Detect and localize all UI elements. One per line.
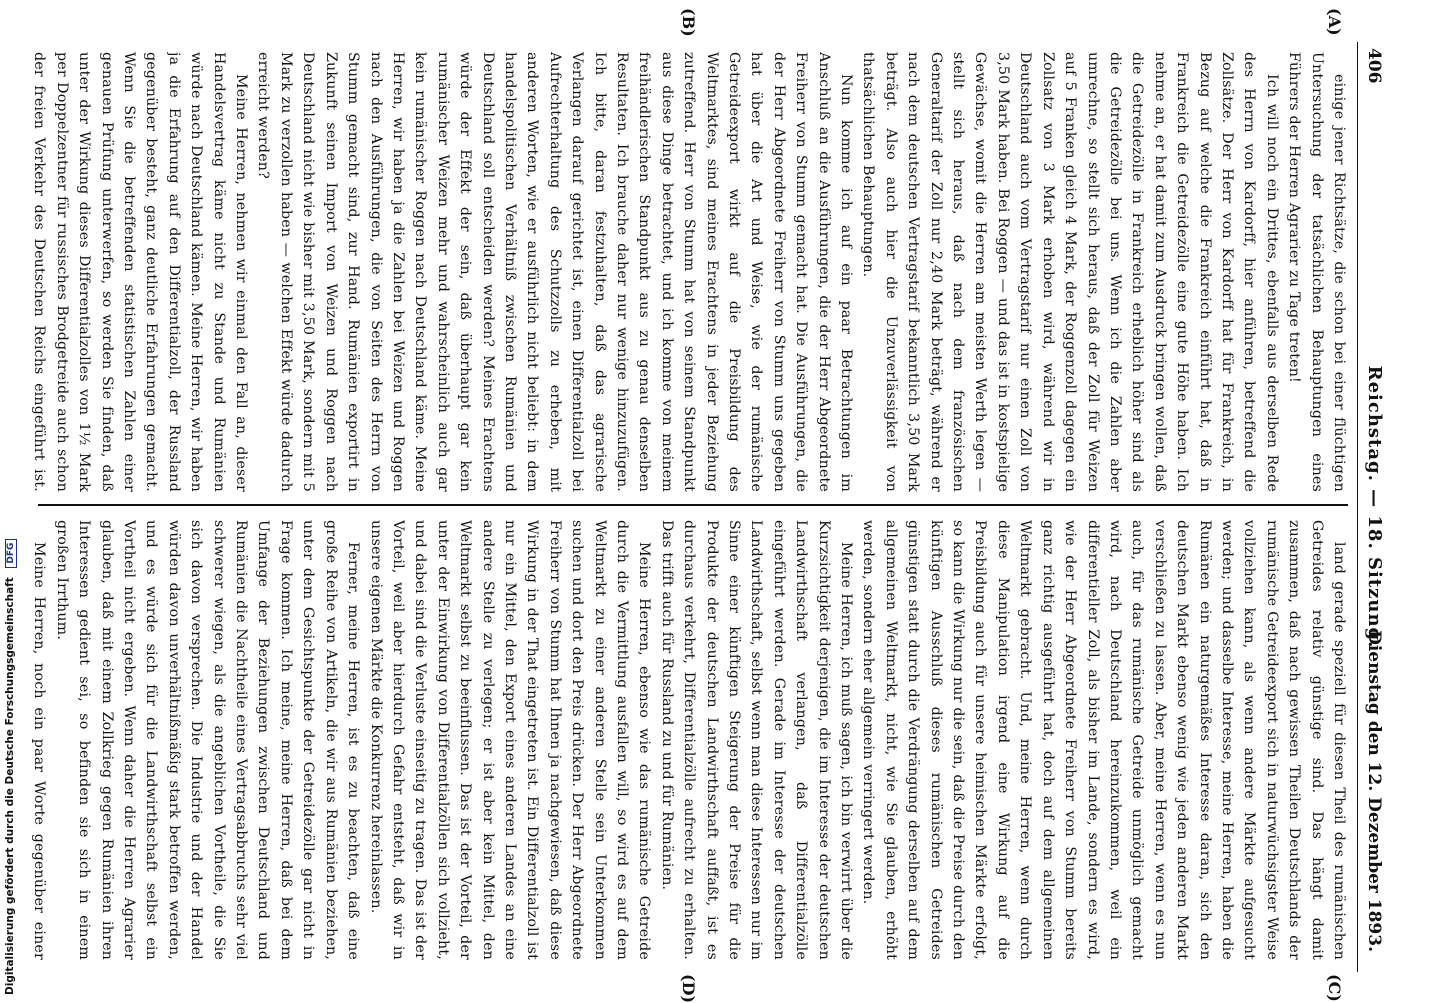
margin-mark-b: (B) bbox=[679, 8, 698, 37]
rotated-page bbox=[8, 8, 1388, 1003]
paragraph: Ich will noch ein Drittes, ebenfalls aus derselben Rede des Herrn von Kardorff, hier anführen, betreffend die Zollsätze. Der Herr von Kardorff hat für Frankreich, in Bezug auf welche die Frankreich einführt hat, daß in Frankreich die Getreidezölle eine gute Höhe haben. Ich nehme an, er hat damit zum Ausdruck bringen wollen, daß die Getreidezölle in Frankreich erheblich höher sind als die Getreidezölle bei uns. Wenn ich die Zahlen aber umrechne, so stellt sich heraus, daß der Zoll für Weizen auf 5 Franken gleich 4 Mark, der Roggenzoll dagegen ein Zollsatz von 3 Mark erhoben wird, während wir in Deutschland auch vom Vertragstarif nur einen Zoll von 3,50 Mark haben. Bei Roggen — und das ist in kostspielige Gewächse, womit die Herren am meisten Werth legen — stellt sich heraus, daß nach dem französischen Generaltarif der Zoll nur 2,40 Mark beträgt, während er nach dem deutschen Vertragstarif bekanntlich 3,50 Mark beträgt. Also auch hier die Unzuverlässigkeit von thatsächlichen Behauptungen. bbox=[860, 52, 1280, 492]
page-number: 406 bbox=[1364, 48, 1384, 84]
paragraph: Ferner, meine Herren, ist es zu beachten, daß eine große Reihe von Artikeln, die wir aus Rumänien beziehen, unter dem Gesichtspunkte der Getreidezölle gar nicht in Frage kommen. Ich meine, meine Herren, daß bei dem Umfange der Beziehungen zwischen Deutschland und Rumänien die Nachtheile eines Vertragsabbruchs sehr viel schwerer wiegen, als die angeblichen Vortheile, die Sie sich davon versprechen. Die Industrie und der Handel würden davon unverhältnißmäßig stark betroffen werden, und es würde sich für die Landwirthschaft selbst ein Vortheil nicht ergeben. Wenn daher die Herren Agrarier glauben, daß mit einem Zollkrieg gegen Rumänien ihren Interessen gedient sei, so befinden sie sich in einem großen Irrthum. bbox=[53, 520, 362, 960]
digitization-credit bbox=[4, 539, 17, 995]
page-header bbox=[1357, 42, 1388, 972]
dfg-logo: DFG bbox=[5, 539, 17, 568]
paragraph: Nun komme ich auf ein paar Betrachtungen im Anschluß an die Ausführungen, die der Herr Abgeordnete Freiherr von Stumm gemacht hat. Die Ausführungen, die der Herr Abgeordnete Freiherr von Stumm uns gegeben hat über die Art und Weise, wie der rumänische Getreideexport wirkt auf die Preisbildung des Weltmarktes, sind meines Erachtens in jeder Beziehung zutreffend. Herr von Stumm hat von seinem Standpunkt aus diese Dinge betrachtet, und ich komme von meinem freihändlerischen Standpunkt aus zu genau denselben Resultaten. Ich brauche daher nur wenige hinzuzufügen. Ich bitte, daran festzuhalten, daß das agrarische Verlangen darauf gerichtet ist, einen Differentialzoll bei Aufrechterhaltung des Schutzzolls zu erheben, mit anderen Worten, wie er ausführlich nicht beliebt: in dem handelspolitischen Verhältniß zwischen Rumänien und Deutschland soll entscheiden werden? Meines Erachtens würde der Effekt der sein, daß überhaupt gar kein rumänischer Weizen mehr und wahrscheinlich auch gar kein rumänischer Roggen nach Deutschland käme. Meine Herren, wir haben ja die Zahlen bei Weizen und Roggen nach den Ausführungen, die von Seiten des Herrn von Stumm gemacht sind, zur Hand. Rumänien exportirt in Zukunft seinen Import von Weizen und Roggen nach Deutschland nicht wie bisher mit 3,50 Mark, sondern mit 5 Mark zu verzollen haben — welchen Effekt würde dadurch erreicht werden? bbox=[255, 52, 855, 492]
paragraph: Meine Herren, ich muß sagen, ich bin verwirrt über die Kurzsichtigkeit derjenigen, die im Interesse der deutschen Landwirthschaft verlangen, daß Differentialzölle eingeführt werden. Gerade im Interesse der deutschen Landwirthschaft, selbst wenn man diese Interessen nur im Sinne einer künftigen Steigerung der Preise für die Produkte der deutschen Landwirthschaft auffaßt, ist es durchaus verkehrt, Differentialzölle aufrecht zu erhalten. Das trifft auch für Russland zu und für Rumänien. bbox=[658, 520, 855, 960]
paragraph: Meine Herren, noch ein paar Worte gegenüber einer bbox=[31, 542, 48, 960]
paragraph: Meine Herren, nehmen wir einmal den Fall an, dieser Handelsvertrag käme nicht zu Stande und Rumänien würde nach Deutschland kämen. Meine Herren, wir haben ja die Erfahrung auf den Differentialzoll, der Russland gegenüber besteht, ganz deutliche Erfahrungen gemacht. Wenn Sie die betreffenden statistischen Zahlen einer genauen Prüfung unterwerfen, so werden Sie finden, daß unter der Wirkung dieses Differentialzolles von 1½ Mark per Doppelzentner für russisches Brodgetreide auch schon der freien Verkehr des Deutschen Reichs eingeführt ist. bbox=[31, 52, 250, 492]
paragraph: einige jener Richtsätze, die schon bei einer flüchtigen Untersuchung der tatsächlichen Behauptungen eines Führers der Herren Agrarier zu Tage treten! bbox=[1286, 52, 1347, 492]
margin-mark-d: (D) bbox=[679, 974, 698, 1003]
column-divider bbox=[38, 504, 1348, 506]
margin-mark-c: (C) bbox=[1325, 974, 1344, 1002]
left-column bbox=[30, 52, 1350, 492]
session-date: Dienstag den 12. Dezember 1893. bbox=[1364, 630, 1384, 952]
page-title: Reichstag. — 18. Sitzung. bbox=[1364, 365, 1385, 649]
paragraph: Meine Herren, ebenso wie das rumänische Getreide durch die Vermittlung ausfallen will, so wird es auf dem Weltmarkt zu einer anderen Stelle sein Unterkommen suchen und dort den Preis drücken. Der Herr Abgeordnete Freiherr von Stumm hat Ihnen ja nachgewiesen, daß diese Wirkung in der That eingetreten ist. Ein Differentialzoll ist nur ein Mittel, den Export eines anderen Landes an eine andere Stelle zu verlegen; er ist aber kein Mittel, den Weltmarkt selbst zu beeinflussen. Das ist der Vorteil, der unter der Einwirkung von Differentialzöllen sich vollzieht, und dabei sind die Verluste einseitig zu tragen. Das ist der Vorteil, weil aber hierdurch Gefahr entsteht, daß wir in unsere eigenen Märkte die Konkurrenz hereinlassen. bbox=[367, 520, 653, 960]
margin-mark-a: (A) bbox=[1325, 8, 1344, 36]
credit-text: Digitalisierung gefördert durch die Deutsche Forschungsgemeinschaft bbox=[4, 577, 16, 995]
paragraph: land gerade speziell für diesen Theil des rumänischen Getreides relativ günstige sind. Das hängt damit zusammen, daß nach gewissen Theilen Deutschlands der rumänische Getreideexport sich in naturwüchsigster Weise vollziehen kann, als wenn andere Märkte aufgesucht werden; und dasselbe Interesse, meine Herren, haben die Rumänen ein naturgemäßes Interesse daran, sich den deutschen Markt ebenso wenig wie jeden anderen Markt verschließen zu lassen. Aber, meine Herren, wenn es nun auch, für das rumänische Getreide unmöglich gemacht wird, nach Deutschland hereinzukommen, weil ein differentieller Zoll, als bisher im Lande, sondern es wird, wie der Herr Abgeordnete Freiherr von Stumm bereits ganz richtig ausgeführt hat, doch auf dem allgemeinen Weltmarkt gebracht. Und, meine Herren, wenn durch diese Manipulation irgend eine Wirkung auf die Preisbildung auch für unsere heimischen Märkte erfolgt, so kann die Wirkung nur die sein, daß die Preise durch den künftigen Ausschluß dieses rumänischen Getreides günstigen statt durch die Verdrängung derselben auf dem allgemeinen Weltmarkt, nicht, wie Sie glauben, erhöht werden, sondern eher allgemein verringert werden. bbox=[860, 520, 1347, 960]
right-column bbox=[30, 520, 1350, 960]
